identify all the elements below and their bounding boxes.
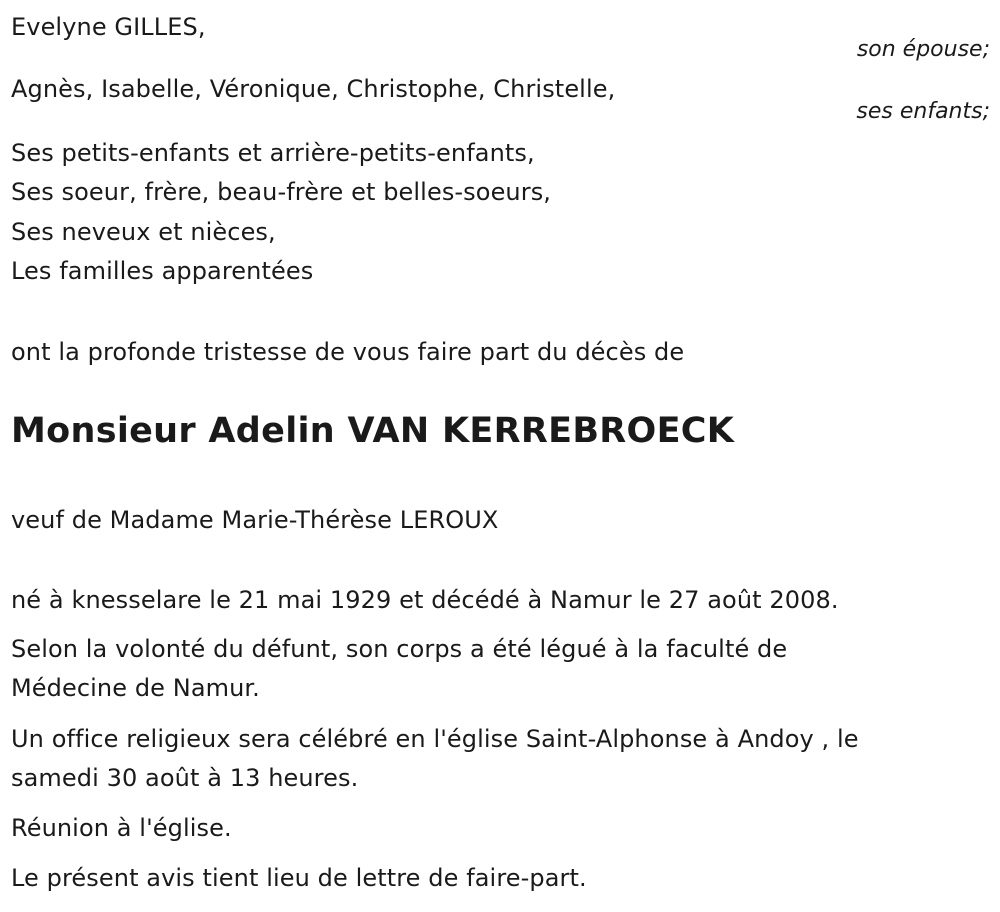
- birth-death-line: né à knesselare le 21 mai 1929 et décédé à Namur le 27 août 2008.: [11, 586, 839, 614]
- widower-of: veuf de Madame Marie-Thérèse LEROUX: [11, 506, 499, 534]
- service-line: samedi 30 août à 13 heures.: [11, 764, 359, 792]
- body-donation-line: Selon la volonté du défunt, son corps a été légué à la faculté de: [11, 635, 788, 663]
- children-names: Agnès, Isabelle, Véronique, Christophe, Christelle,: [11, 75, 616, 103]
- children-role: ses enfants;: [856, 99, 990, 124]
- service-line: Un office religieux sera célébré en l'église Saint-Alphonse à Andoy , le: [11, 725, 859, 753]
- relatives-line: Les familles apparentées: [11, 257, 314, 285]
- relatives-line: Ses petits-enfants et arrière-petits-enfants,: [11, 139, 535, 167]
- relatives-line: Ses neveux et nièces,: [11, 218, 276, 246]
- body-donation-line: Médecine de Namur.: [11, 674, 260, 702]
- meeting-line: Réunion à l'église.: [11, 814, 232, 842]
- spouse-role: son épouse;: [856, 37, 990, 62]
- notice-line: Le présent avis tient lieu de lettre de faire-part.: [11, 864, 587, 892]
- spouse-name: Evelyne GILLES,: [11, 13, 206, 41]
- relatives-line: Ses soeur, frère, beau-frère et belles-soeurs,: [11, 178, 552, 206]
- announcement-text: ont la profonde tristesse de vous faire part du décès de: [11, 338, 685, 366]
- deceased-name: Monsieur Adelin VAN KERREBROECK: [11, 411, 735, 451]
